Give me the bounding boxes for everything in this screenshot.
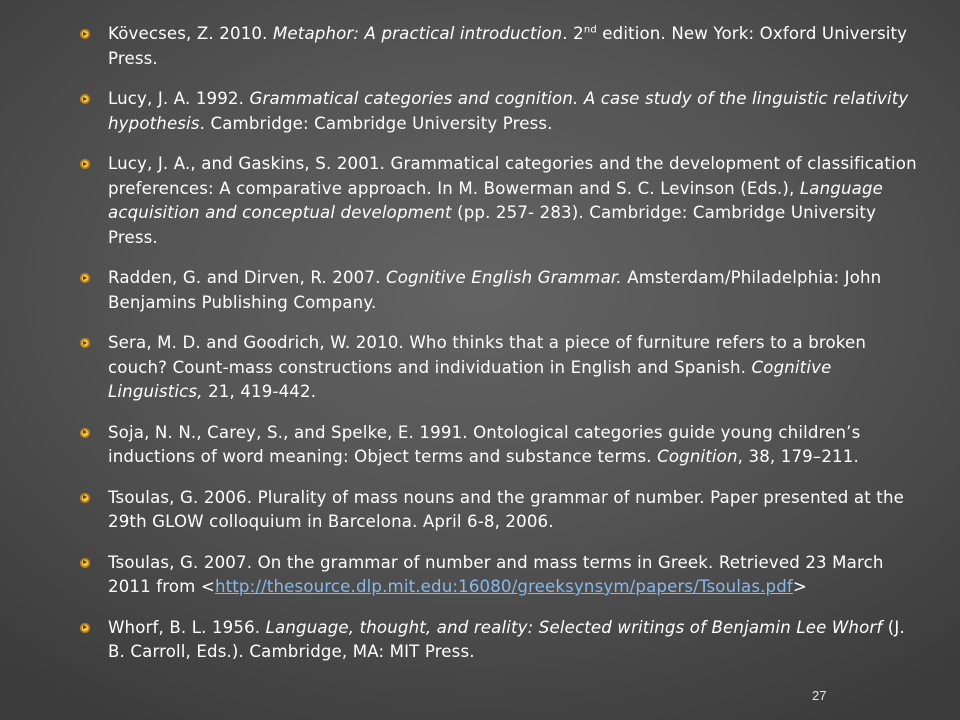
reference-title: Cognitive English Grammar. xyxy=(385,268,622,287)
reference-text: (pp. 257- 283). Cambridge: Cambridge University Press. xyxy=(108,203,877,247)
reference-text: Tsoulas, G. 2006. Plurality of mass nouns and the grammar of number. Paper presented at the 29th GLOW colloquium in Barcelona. April 6-8, 2006. xyxy=(108,487,904,531)
reference-title: Cognitive Linguistics, xyxy=(108,357,832,401)
reference-title: Cognition xyxy=(657,447,738,466)
bullet-icon xyxy=(80,428,90,438)
reference-item xyxy=(78,152,918,250)
bullet-icon xyxy=(80,623,90,633)
reference-item xyxy=(78,266,918,315)
reference-text: edition. New York: Oxford University Press. xyxy=(108,24,908,68)
reference-text: Sera, M. D. and Goodrich, W. 2010. Who thinks that a piece of furniture refers to a broken couch? Count-mass constructions and individuation in English and Spanish. xyxy=(108,333,866,377)
reference-text: > xyxy=(792,577,807,596)
reference-text: , 38, 179–211. xyxy=(737,447,859,466)
bullet-icon xyxy=(80,94,90,104)
reference-text: Amsterdam/Philadelphia: John Benjamins Publishing Company. xyxy=(108,268,882,312)
reference-item xyxy=(78,616,918,665)
reference-text: . Cambridge: Cambridge University Press. xyxy=(199,113,553,133)
page-number: 27 xyxy=(812,688,827,703)
reference-text: Soja, N. N., Carey, S., and Spelke, E. 1991. Ontological categories guide young children’s inductions of word meaning: Object terms and substance terms. xyxy=(108,422,861,466)
reference-title: Language, thought, and reality: Selected writings of Benjamin Lee Whorf xyxy=(265,617,883,637)
reference-item xyxy=(78,421,918,470)
reference-link[interactable]: http://thesource.dlp.mit.edu:16080/greeksynsym/papers/Tsoulas.pdf xyxy=(214,577,793,596)
reference-text: Lucy, J. A., and Gaskins, S. 2001. Grammatical categories and the development of classification preferences: A comparative approach. In M. Bowerman and S. C. Levinson (Eds.), xyxy=(108,154,917,198)
reference-title: Grammatical categories and cognition. A case study of the linguistic relativity hypothesis xyxy=(108,89,909,133)
bullet-icon xyxy=(80,273,90,283)
reference-item xyxy=(78,551,918,600)
bullet-icon xyxy=(80,558,90,568)
bullet-icon xyxy=(80,159,90,169)
reference-text: Radden, G. and Dirven, R. 2007. xyxy=(108,268,386,287)
reference-text: Tsoulas, G. 2007. On the grammar of number and mass terms in Greek. Retrieved 23 March 2011 from < xyxy=(108,552,884,596)
reference-title: Language acquisition and conceptual development xyxy=(108,178,883,222)
reference-superscript: nd xyxy=(583,24,597,36)
reference-text: . 2 xyxy=(562,24,584,43)
reference-text: Kövecses, Z. 2010. xyxy=(108,24,273,43)
bullet-icon xyxy=(80,338,90,348)
reference-item xyxy=(78,22,918,71)
reference-item xyxy=(78,331,918,405)
reference-text: Whorf, B. L. 1956. xyxy=(108,617,266,637)
bullet-icon xyxy=(80,493,90,503)
bullet-icon xyxy=(80,29,90,39)
reference-item xyxy=(78,486,918,535)
reference-text: (J. B. Carroll, Eds.). Cambridge, MA: MIT Press. xyxy=(108,617,905,661)
reference-list xyxy=(78,22,918,681)
reference-item xyxy=(78,87,918,136)
reference-text: 21, 419-442. xyxy=(202,382,317,401)
reference-text: Lucy, J. A. 1992. xyxy=(108,89,250,108)
reference-title: Metaphor: A practical introduction xyxy=(272,24,563,43)
